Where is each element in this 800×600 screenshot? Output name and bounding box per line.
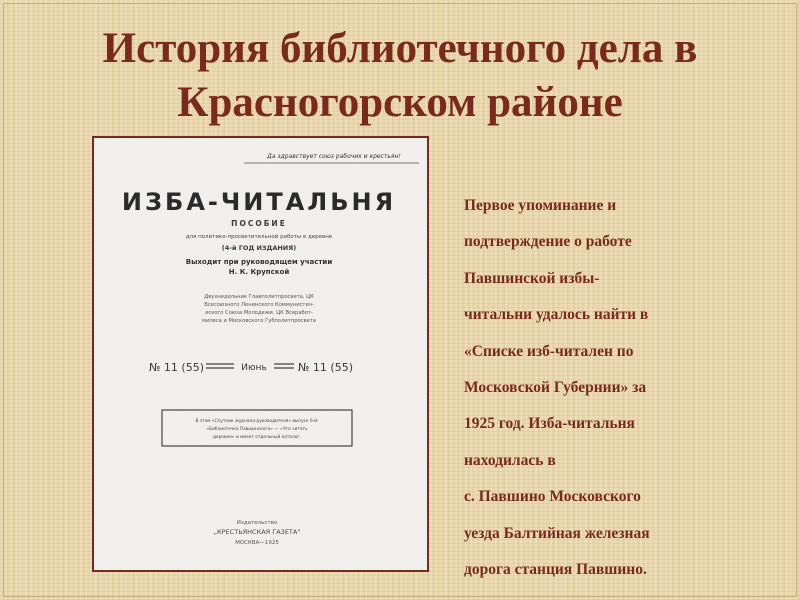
document-scan-image: [92, 136, 429, 572]
doc-org-line: Двухнедельник Главполитпросвета, ЦК: [204, 294, 314, 300]
doc-publisher-line-3: МОСКВА—1925: [235, 540, 279, 546]
doc-publisher-line-1: Издательство: [236, 520, 278, 526]
doc-top-line: Да здравствует союз рабочих и крестьян!: [267, 153, 401, 160]
doc-notice-line: деревне» и имеет отдельный каталог.: [212, 435, 302, 440]
body-line: находилась в: [464, 451, 556, 469]
body-line: 1925 год. Изба-читальня: [464, 415, 635, 433]
doc-purpose: для политико-просветительной работы в деревне: [185, 234, 333, 240]
body-line: Первое упоминание и: [464, 197, 617, 214]
doc-issue-right: № 11 (55): [298, 361, 354, 374]
doc-org-line: милеса и Московского Губполитпросвета: [202, 318, 316, 324]
body-line: «Списке изб-читален по: [464, 342, 634, 360]
doc-year-of-issue: (4-й ГОД ИЗДАНИЯ): [221, 244, 297, 252]
doc-issue-mid: Июнь: [241, 363, 267, 373]
doc-org-line: еского Союза Молодежи, ЦК Всеработ-: [205, 310, 313, 316]
slide-title-line: Красногорском районе: [177, 79, 623, 126]
doc-main-title: ИЗБА-ЧИТАЛЬНЯ: [121, 188, 397, 216]
doc-issue-left: № 11 (55): [149, 361, 205, 374]
body-line: дорога станция Павшино.: [464, 561, 647, 579]
body-line: Павшинской избы-: [464, 269, 600, 287]
body-line: уезда Балтийная железная: [464, 524, 650, 542]
slide-body-text: [464, 188, 794, 588]
body-line: подтверждение о работе: [464, 233, 632, 251]
slide-title-line: История библиотечного дела в: [102, 25, 698, 72]
doc-notice-line: В этом «Спутник журнала-руководителя» выпуск 6-й:: [195, 419, 319, 424]
doc-editor-line-1: Выходит при руководящем участии: [185, 258, 333, 266]
body-line: Московской Губернии» за: [464, 379, 647, 397]
slide-title: [0, 22, 800, 130]
doc-notice-line: «Библиотечка Павшинского» — «Что читать: [206, 427, 308, 432]
doc-org-line: Всесоюзного Ленинского Коммунистич-: [204, 302, 314, 308]
doc-editor-line-2: Н. К. Крупской: [228, 268, 290, 276]
body-line: с. Павшино Московского: [464, 488, 641, 506]
doc-subtitle: ПОСОБИЕ: [231, 219, 287, 228]
doc-publisher-line-2: „КРЕСТЬЯНСКАЯ ГАЗЕТА": [213, 528, 301, 536]
body-line: читальни удалось найти в: [464, 306, 649, 324]
